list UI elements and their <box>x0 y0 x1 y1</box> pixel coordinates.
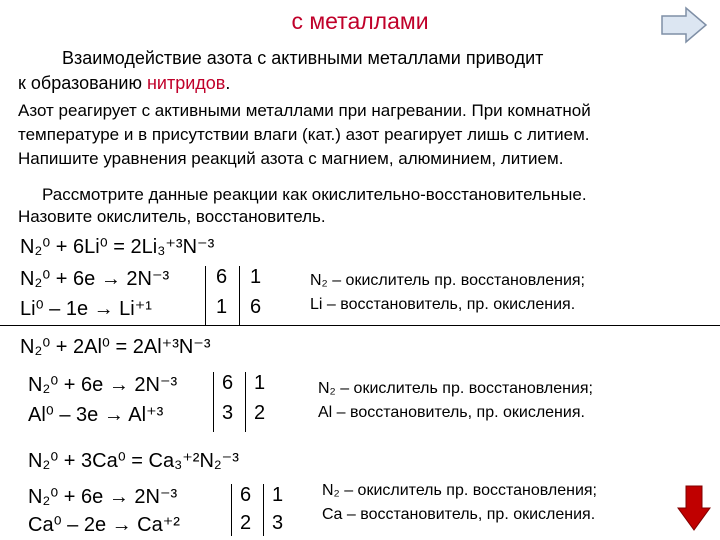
paragraph-line-3: Напишите уравнения реакций азота с магнием, алюминием, литием. <box>18 149 564 168</box>
coefficient: 1 <box>216 296 228 318</box>
reaction-al-half-2: Al⁰ – 3e → Al⁺³ <box>28 404 164 426</box>
coefficient: 6 <box>250 296 262 318</box>
coefficient: 6 <box>222 372 234 394</box>
arrow-down-icon <box>676 484 712 532</box>
next-slide-button[interactable] <box>660 6 708 44</box>
intro-line-1: Взаимодействие азота с активными металлами приводит <box>62 48 544 68</box>
reaction-al-note-1: N₂ – окислитель пр. восстановления; <box>318 380 593 397</box>
reaction-ca-note-2: Ca – восстановитель, пр. окисления. <box>322 506 596 523</box>
reaction-ca-half-1: N₂⁰ + 6e → 2N⁻³ <box>28 486 178 508</box>
coefficient: 3 <box>222 402 234 424</box>
paragraph-line-2: температуре и в присутствии влаги (кат.) азот реагирует лишь с литием. <box>18 125 590 144</box>
intro-suffix: . <box>225 73 231 93</box>
task-line-2: Назовите окислитель, восстановитель. <box>18 207 326 226</box>
reaction-al-note-2: Al – восстановитель, пр. окисления. <box>318 404 585 421</box>
balance-divider <box>213 372 214 432</box>
reaction-li-equation: N₂⁰ + 6Li⁰ = 2Li₃⁺³N⁻³ <box>20 236 215 258</box>
coefficient: 3 <box>272 512 284 534</box>
reaction-li-note-1: N₂ – окислитель пр. восстановления; <box>310 272 585 289</box>
reaction-ca-half-2: Ca⁰ – 2e → Ca⁺² <box>28 514 180 536</box>
intro-line-2 <box>18 72 230 94</box>
reaction-li-note-2: Li – восстановитель, пр. окисления. <box>310 296 576 313</box>
reaction-al-equation: N₂⁰ + 2Al⁰ = 2Al⁺³N⁻³ <box>20 336 211 358</box>
intro-prefix: к образованию <box>18 73 147 93</box>
reaction-li-half-1: N₂⁰ + 6e → 2N⁻³ <box>20 268 170 290</box>
task-line-1: Рассмотрите данные реакции как окислительно-восстановительные. <box>42 185 587 204</box>
coefficient: 2 <box>240 512 252 534</box>
reaction-li-half-2: Li⁰ – 1e → Li⁺¹ <box>20 298 152 320</box>
reaction-ca-note-1: N₂ – окислитель пр. восстановления; <box>322 482 597 499</box>
balance-divider <box>231 484 232 536</box>
coefficient: 2 <box>254 402 266 424</box>
reaction-ca-equation: N₂⁰ + 3Ca⁰ = Ca₃⁺²N₂⁻³ <box>28 450 239 472</box>
balance-divider <box>263 484 264 536</box>
coefficient: 1 <box>254 372 266 394</box>
coefficient: 6 <box>240 484 252 506</box>
nitrides-highlight: нитридов <box>146 73 226 93</box>
balance-divider <box>245 372 246 432</box>
paragraph-line-1: Азот реагирует с активными металлами при нагревании. При комнатной <box>18 101 591 120</box>
balance-divider <box>205 266 206 326</box>
section-divider <box>0 325 720 326</box>
reaction-al-half-1: N₂⁰ + 6e → 2N⁻³ <box>28 374 178 396</box>
page-title: с металлами <box>291 8 429 34</box>
coefficient: 6 <box>216 266 228 288</box>
scroll-down-button[interactable] <box>676 484 712 532</box>
coefficient: 1 <box>250 266 262 288</box>
balance-divider <box>239 266 240 326</box>
coefficient: 1 <box>272 484 284 506</box>
arrow-right-icon <box>660 6 708 44</box>
